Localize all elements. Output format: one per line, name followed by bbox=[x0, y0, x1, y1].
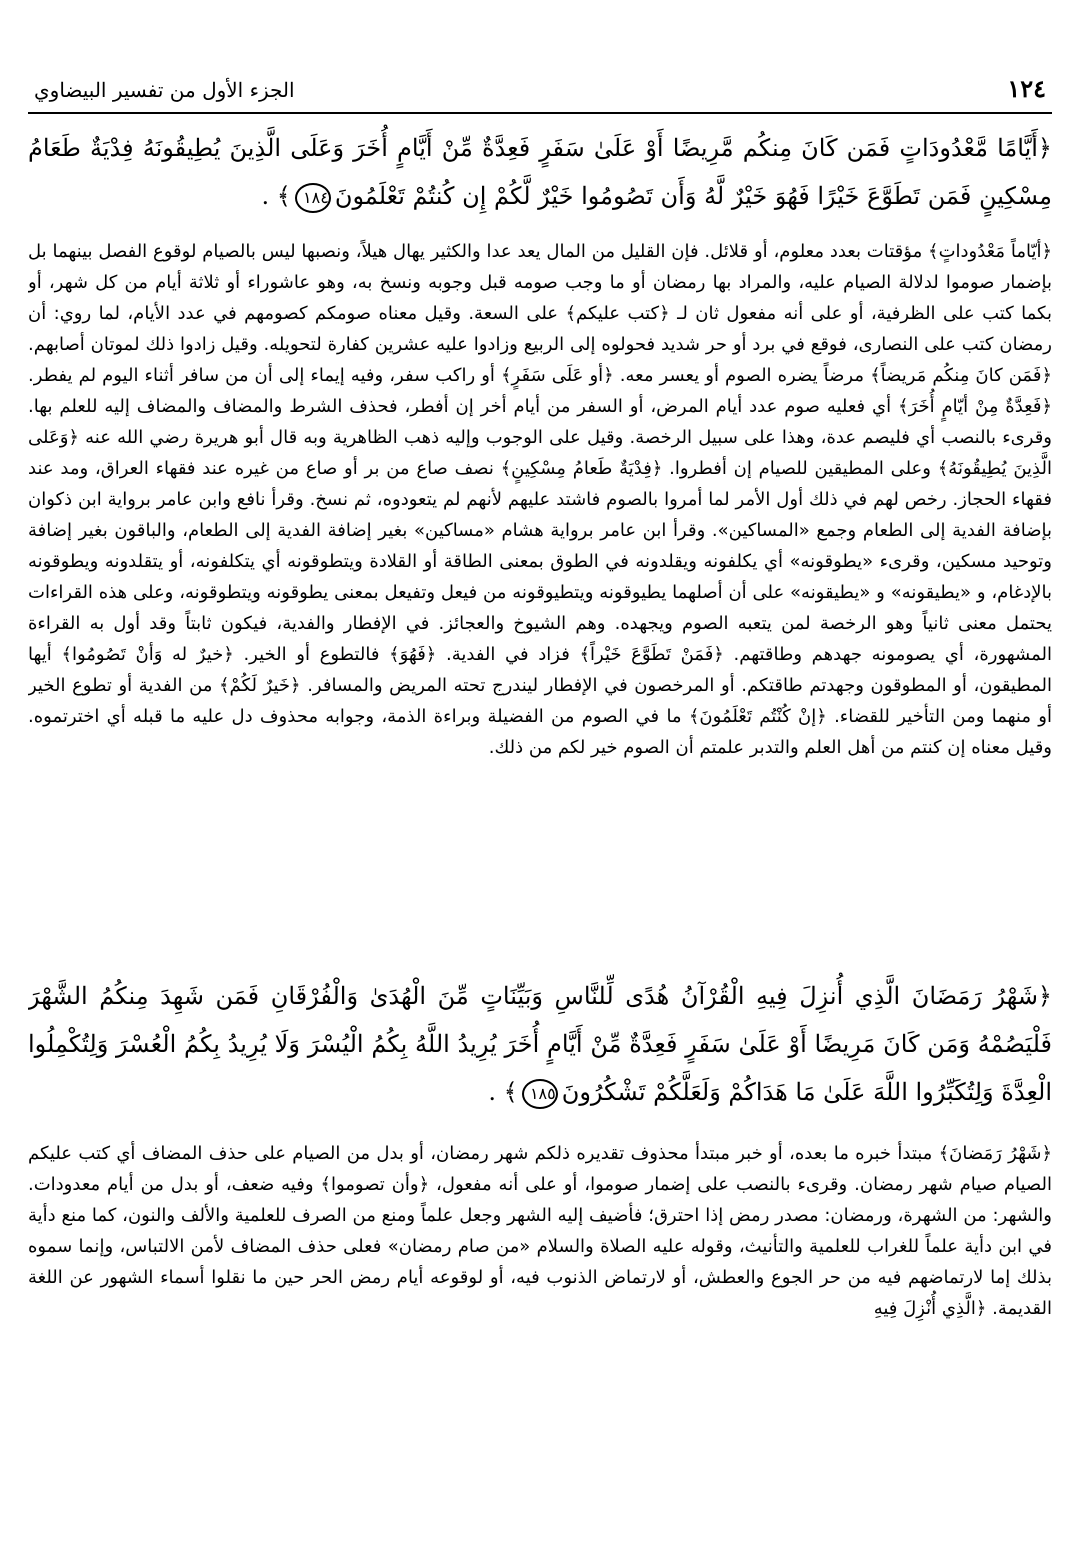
quran-verse-185 bbox=[28, 972, 1052, 1116]
page-number: ١٢٤ bbox=[1007, 74, 1046, 103]
verse-text: ﴿أَيَّامًا مَّعْدُودَاتٍ فَمَن كَانَ مِنكُم مَّرِيضًا أَوْ عَلَىٰ سَفَرٍ فَعِدَّةٌ مِّنْ أَيَّامٍ أُخَرَ وَعَلَى الَّذِينَ يُطِيقُونَهُ فِدْيَةٌ طَعَامُ مِسْكِينٍ فَمَن تَطَوَّعَ خَيْرًا فَهُوَ خَيْرٌ لَّهُ وَأَن تَصُومُوا خَيْرٌ لَّكُمْ إِن كُنتُمْ تَعْلَمُونَ bbox=[28, 134, 1052, 210]
page-header bbox=[28, 70, 1052, 114]
verse-end: ﴾ . bbox=[488, 1078, 518, 1106]
page bbox=[28, 70, 1052, 1530]
running-title: الجزء الأول من تفسير البيضاوي bbox=[34, 78, 295, 102]
verse-end: ﴾ . bbox=[261, 182, 291, 210]
quran-verse-184 bbox=[28, 124, 1052, 220]
commentary-paragraph: ﴿شَهْرُ رَمَضانَ﴾ مبتدأ خبره ما بعده، أو خبر مبتدأ محذوف تقديره ذلكم شهر رمضان، أو بدل من الصيام على حذف المضاف أي كتب عليكم الصيام صيام شهر رمضان. وقرىء بالنصب على إضمار صوموا، أو على أنه مفعول، ﴿وأن تصوموا﴾ وفيه ضعف، أو بدل من أيام معدودات. والشهر: من الشهرة، ورمضان: مصدر رمض إذا احترق؛ فأضيف إليه الشهر وجعل علماً ومنع من الصرف للعلمية والألف والنون، كما منع دأية في ابن دأية علماً للغراب للعلمية والتأنيث، وقوله عليه الصلاة والسلام «من صام رمضان» فعلى حذف المضاف لأمن الالتباس، وإنما سموه بذلك إما لارتماضهم فيه من حر الجوع والعطش، أو لارتماض الذنوب فيه، أو لوقوعه أيام رمض الحر حين ما نقلوا أسماء الشهور عن اللغة القديمة. ﴿الَّذِي أُنْزِلَ فِيهِ bbox=[28, 1143, 1052, 1319]
ayah-number-badge: ١٨٤ bbox=[295, 183, 331, 213]
verse-text: ﴿شَهْرُ رَمَضَانَ الَّذِي أُنزِلَ فِيهِ الْقُرْآنُ هُدًى لِّلنَّاسِ وَبَيِّنَاتٍ مِّنَ الْهُدَىٰ وَالْفُرْقَانِ فَمَن شَهِدَ مِنكُمُ الشَّهْرَ فَلْيَصُمْهُ وَمَن كَانَ مَرِيضًا أَوْ عَلَىٰ سَفَرٍ فَعِدَّةٌ مِّنْ أَيَّامٍ أُخَرَ يُرِيدُ اللَّهُ بِكُمُ الْيُسْرَ وَلَا يُرِيدُ بِكُمُ الْعُسْرَ وَلِتُكْمِلُوا الْعِدَّةَ وَلِتُكَبِّرُوا اللَّهَ عَلَىٰ مَا هَدَاكُمْ وَلَعَلَّكُمْ تَشْكُرُونَ bbox=[28, 982, 1052, 1106]
commentary-paragraph: ﴿أيّاماً مَعْدُوداتٍ﴾ مؤقتات بعدد معلوم، أو قلائل. فإن القليل من المال يعد عدا والكثير يهال هيلاً، ونصبها ليس بالصيام لوقوع الفصل بينهما بل بإضمار صوموا لدلالة الصيام عليه، والمراد بها رمضان أو ما وجب صومه قبل وجوبه ونسخ به، وهو عاشوراء أو ثلاثة أيام من كل شهر، أو بكما كتب على الظرفية، أو على أنه مفعول ثان لـ ﴿كتب عليكم﴾ على السعة. وقيل معناه صومكم كصومهم في عدد الأيام، لما روي: أن رمضان كتب على النصارى، فوقع في برد أو حر شديد فحولوه إلى الربيع وزادوا عليه عشرين كفارة لتحويله. وقيل زادوا ذلك لموتان أصابهم. ﴿فَمَن كانَ مِنكُم مَريضاً﴾ مرضاً يضره الصوم أو يعسر معه. ﴿أو عَلَى سَفَرٍ﴾ أو راكب سفر، وفيه إيماء إلى أن من سافر أثناء اليوم لم يفطر. ﴿فَعِدَّةٌ مِنْ أيّامٍ أُخَرَ﴾ أي فعليه صوم عدد أيام المرض، أو السفر من أيام أخر إن أفطر، فحذف الشرط والمضاف والمضاف إليه للعلم بها. وقرىء بالنصب أي فليصم عدة، وهذا على سبيل الرخصة. وقيل على الوجوب وإليه ذهب الظاهرية وبه قال أبو هريرة رضي الله عنه ﴿وَعَلى الَّذِينَ يُطِيقُونَهُ﴾ وعلى المطيقين للصيام إن أفطروا. ﴿فِدْيَةٌ طَعامُ مِسْكِينٍ﴾ نصف صاع من بر أو صاع من غيره عند فقهاء العراق، ومد عند فقهاء الحجاز. رخص لهم في ذلك أول الأمر لما أمروا بالصوم فاشتد عليهم لأنهم لم يتعودوه، ثم نسخ. وقرأ نافع وابن عامر برواية ابن ذكوان بإضافة الفدية إلى الطعام وجمع «المساكين». وقرأ ابن عامر برواية هشام «مساكين» بغير إضافة الفدية إلى الطعام، والباقون بغير إضافة وتوحيد مسكين، وقرىء «يطوقونه» أي يكلفونه ويقلدونه في الطوق بمعنى الطاقة أو القلادة ويتطوقونه أي يتكلفونه، أو يتقلدونه ويطوقونه بالإدغام، و «يطيقونه» و «يطيقونه» على أن أصلهما يطيوقونه ويتطيوقونه من فيعل وتفيعل بمعنى يطوقونه ويتطوقونه، وعلى هذه القراءات يحتمل معنى ثانياً وهو الرخصة لمن يتعبه الصوم ويجهده. وهم الشيوخ والعجائز. في الإفطار والفدية، فيكون ثابتاً وقد أول به القراءة المشهورة، أي يصومونه جهدهم وطاقتهم. ﴿فَمَنْ تَطَوَّعَ خَيْراً﴾ فزاد في الفدية. ﴿فَهُوَ﴾ فالتطوع أو الخير. ﴿خيرٌ له وَأنْ تَصُومُوا﴾ أيها المطيقون، أو المطوقون وجهدتم طاقتكم. أو المرخصون في الإفطار ليندرج تحته المريض والمسافر. ﴿خَيرٌ لَكُمْ﴾ من الفدية أو تطوع الخير أو منهما ومن التأخير للقضاء. ﴿إنْ كُنْتُم تَعْلَمُونَ﴾ ما في الصوم من الفضيلة وبراءة الذمة، وجوابه محذوف دل عليه ما قبله أي اخترتموه. وقيل معناه إن كنتم من أهل العلم والتدبر علمتم أن الصوم خير لكم من ذلك. bbox=[28, 241, 1052, 758]
ayah-number-badge: ١٨٥ bbox=[522, 1079, 558, 1109]
